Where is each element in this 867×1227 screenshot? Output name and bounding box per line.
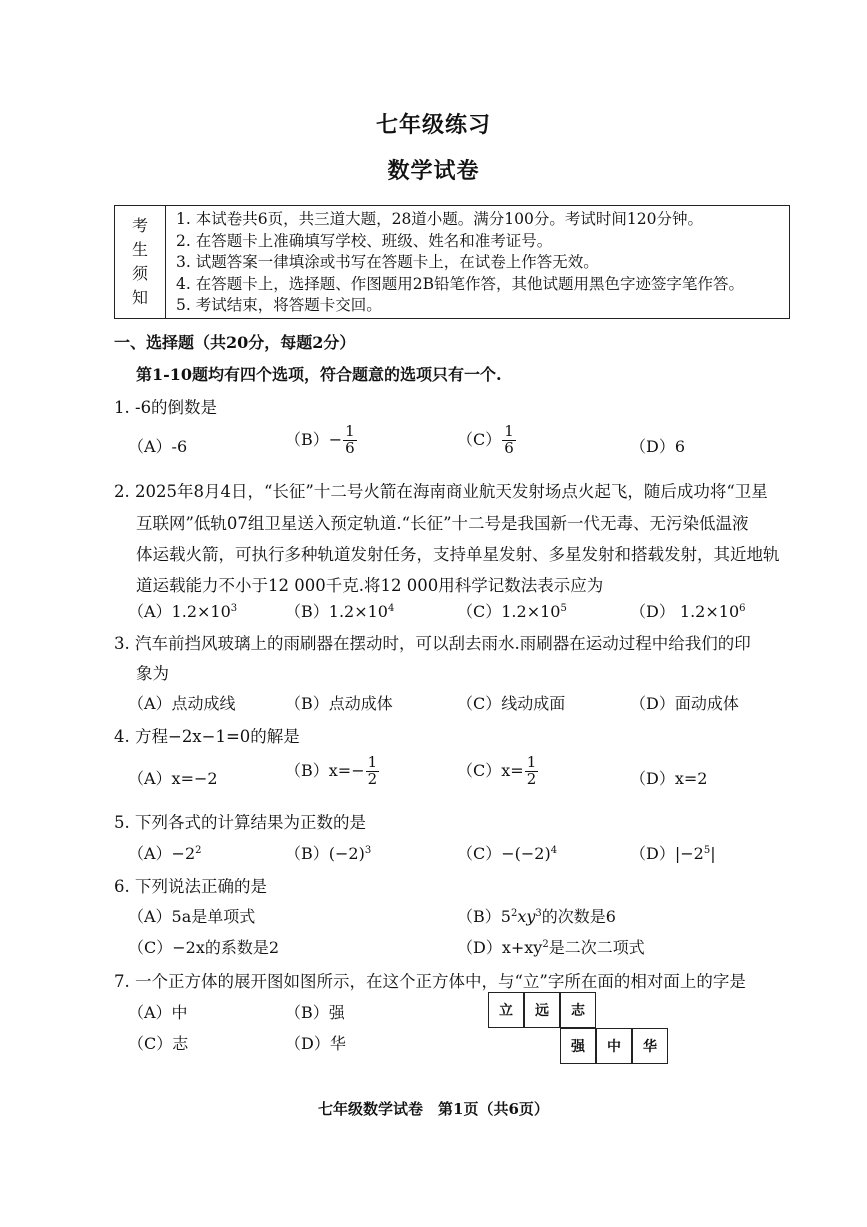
q6-option-d-part: （D）x+xy <box>457 938 543 957</box>
question-2-line: 体运载火箭，可执行多种轨道发射任务，支持单星发射、多星发射和搭载发射，其近地轨 <box>136 545 780 564</box>
question-3-line: 3. 汽车前挡风玻璃上的雨刷器在摆动时，可以刮去雨水.雨刷器在运动过程中给我们的印 <box>114 634 751 653</box>
q5-option-a <box>128 841 202 864</box>
q3-option-a: （A）点动成线 <box>128 694 236 713</box>
question-5-stem: 5. 下列各式的计算结果为正数的是 <box>114 813 366 832</box>
question-6-stem: 6. 下列说法正确的是 <box>114 877 267 896</box>
q1-option-b-prefix: （B）− <box>285 429 343 449</box>
q6-option-b-part: 的次数是6 <box>541 907 616 926</box>
numerator: 1 <box>367 753 378 771</box>
exponent: 4 <box>387 603 395 614</box>
q2-option-a <box>128 599 237 622</box>
question-3-line: 象为 <box>136 664 169 683</box>
q5-option-c-base: （C）−(−2) <box>457 844 551 863</box>
q4-option-a: （A）x=−2 <box>128 769 218 788</box>
exponent: 3 <box>230 603 238 614</box>
cube-net-face: 远 <box>524 992 560 1028</box>
q7-option-d: （D）华 <box>285 1034 346 1053</box>
notice-item: 1. 本试卷共6页，共三道大题，28道小题。满分100分。考试时间120分钟。 <box>176 210 703 228</box>
question-2-line: 道运载能力不小于12 000千克.将12 000用科学记数法表示应为 <box>136 576 604 595</box>
q3-option-d: （D）面动成体 <box>630 694 739 713</box>
denominator: 2 <box>367 769 378 788</box>
q4-option-b-prefix: （B）x=− <box>285 760 365 780</box>
exponent: 2 <box>195 845 202 856</box>
q5-option-b-base: （B）(−2) <box>285 844 365 863</box>
q6-option-c: （C）−2x的系数是2 <box>128 938 280 957</box>
notice-label-char: 考 <box>131 216 148 235</box>
fraction <box>366 755 380 788</box>
q2-option-c <box>457 599 567 622</box>
section-title: 一、选择题（共20分，每题2分） <box>114 333 356 352</box>
notice-label-char: 须 <box>131 264 148 283</box>
cube-net-face: 华 <box>632 1028 668 1064</box>
numerator: 1 <box>526 753 537 771</box>
q4-option-d: （D）x=2 <box>630 769 708 788</box>
q6-option-b-variables: xy <box>517 907 536 926</box>
denominator: 6 <box>345 438 355 457</box>
q6-option-b <box>457 904 616 927</box>
q5-option-d-base: （D）|−2 <box>630 844 704 863</box>
exam-title: 七年级练习 <box>375 112 491 138</box>
q2-option-b-base: （B）1.2×10 <box>285 602 388 621</box>
q7-option-b: （B）强 <box>285 1003 345 1022</box>
candidate-notice-box <box>114 205 790 319</box>
exponent: 2 <box>510 908 518 919</box>
q1-option-c-prefix: （C） <box>457 429 502 449</box>
q3-option-c: （C）线动成面 <box>457 694 566 713</box>
q4-option-c <box>457 755 539 788</box>
q2-option-d-base: （D） 1.2×10 <box>630 602 740 621</box>
q7-option-a: （A）中 <box>128 1003 188 1022</box>
q2-option-b <box>285 599 394 622</box>
q1-option-c <box>457 424 517 457</box>
denominator: 2 <box>526 769 537 788</box>
q1-option-b <box>285 424 358 457</box>
exponent: 6 <box>739 603 746 614</box>
q1-option-d: （D）6 <box>630 437 686 456</box>
q5-option-d-tail: | <box>710 844 716 863</box>
numerator: 1 <box>345 422 355 440</box>
q2-option-a-base: （A）1.2×10 <box>128 602 231 621</box>
exponent: 4 <box>550 845 558 856</box>
exponent: 5 <box>560 603 567 614</box>
q6-option-d <box>457 935 645 958</box>
q3-option-b: （B）点动成体 <box>285 694 393 713</box>
q5-option-b <box>285 841 371 864</box>
notice-item: 3. 试题答案一律填涂或书写在答题卡上，在试卷上作答无效。 <box>176 253 599 272</box>
q6-option-d-part: 是二次二项式 <box>548 938 645 957</box>
exponent: 2 <box>542 939 549 950</box>
q5-option-a-base: （A）−2 <box>128 844 196 863</box>
exponent: 5 <box>703 845 711 856</box>
notice-list <box>166 206 744 318</box>
question-2-line: 2. 2025年8月4日，“长征”十二号火箭在海南商业航天发射场点火起飞，随后成功将“卫星 <box>114 482 768 501</box>
cube-net-face: 志 <box>560 992 596 1028</box>
question-4-stem: 4. 方程−2x−1=0的解是 <box>114 727 300 746</box>
denominator: 6 <box>504 438 514 457</box>
fraction <box>502 424 516 457</box>
exponent: 3 <box>364 845 372 856</box>
notice-item: 4. 在答题卡上，选择题、作图题用2B铅笔作答，其他试题用黑色字迹签字笔作答。 <box>176 274 744 293</box>
q6-option-b-part: （B）5 <box>457 907 511 926</box>
cube-net-face: 强 <box>560 1028 596 1064</box>
q4-option-b <box>285 755 380 788</box>
q4-option-c-prefix: （C）x= <box>457 760 524 780</box>
page-footer: 七年级数学试卷 第1页（共6页） <box>318 1100 549 1118</box>
question-2-line: 互联网”低轨07组卫星送入预定轨道.“长征”十二号是我国新一代无毒、无污染低温液 <box>136 514 749 533</box>
notice-item: 5. 考试结束，将答题卡交回。 <box>176 296 382 315</box>
notice-label-char: 生 <box>131 240 148 259</box>
question-1-stem: 1. -6的倒数是 <box>114 398 218 417</box>
fraction <box>343 424 357 457</box>
question-7-stem: 7. 一个正方体的展开图如图所示，在这个正方体中，与“立”字所在面的相对面上的字是 <box>114 972 746 991</box>
q5-option-d <box>630 841 716 864</box>
q2-option-d <box>630 599 746 622</box>
q7-option-c: （C）志 <box>128 1034 189 1053</box>
cube-net-face: 中 <box>596 1028 632 1064</box>
exam-subtitle: 数学试卷 <box>387 158 480 184</box>
q6-option-a: （A）5a是单项式 <box>128 907 256 926</box>
cube-net-face: 立 <box>488 992 524 1028</box>
q5-option-c <box>457 841 557 864</box>
fraction <box>525 755 539 788</box>
q1-option-a: （A）-6 <box>128 437 188 456</box>
numerator: 1 <box>504 422 514 440</box>
notice-item: 2. 在答题卡上准确填写学校、班级、姓名和准考证号。 <box>176 231 553 250</box>
notice-label <box>115 206 166 318</box>
q2-option-c-base: （C）1.2×10 <box>457 602 561 621</box>
section-note: 第1-10题均有四个选项，符合题意的选项只有一个. <box>136 365 502 384</box>
notice-label-char: 知 <box>131 288 148 307</box>
exponent: 3 <box>535 908 542 919</box>
